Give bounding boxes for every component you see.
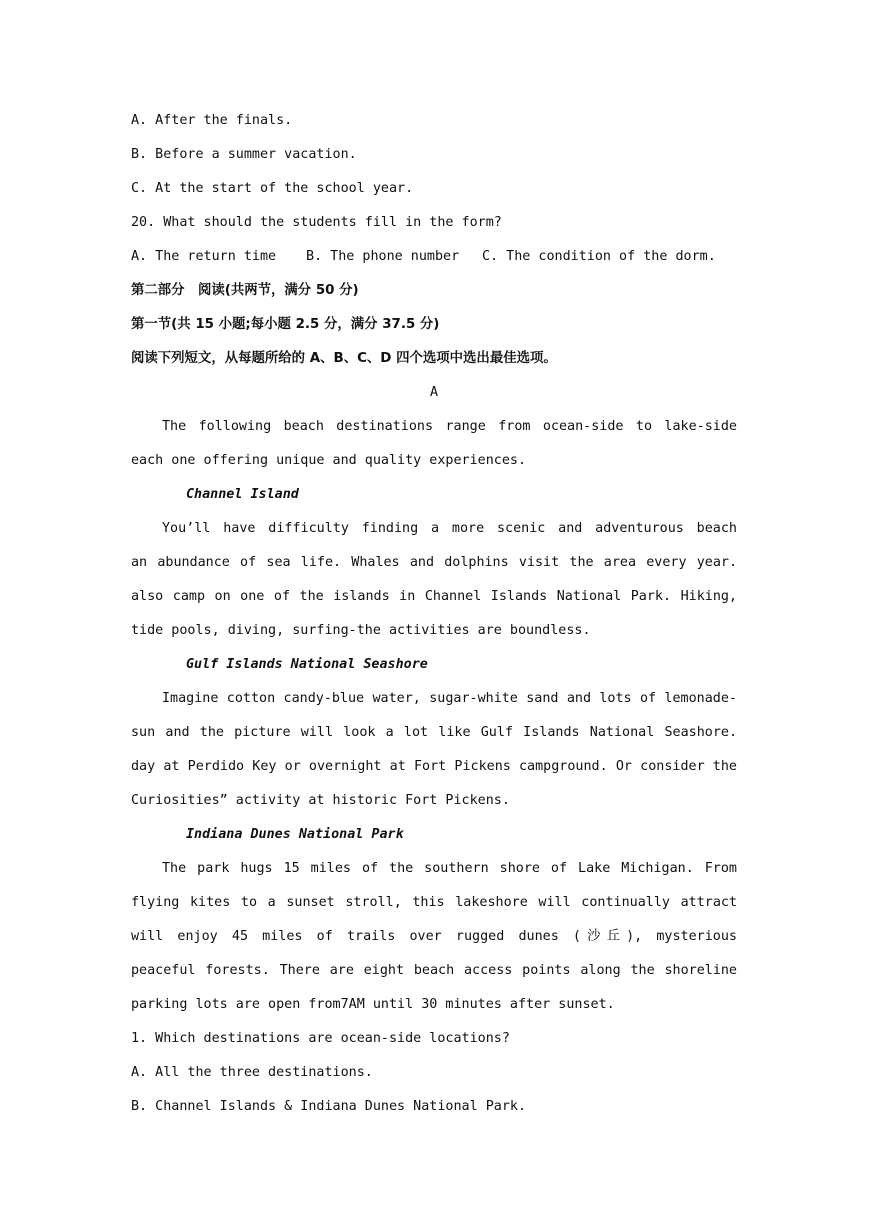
q1-question: 1. Which destinations are ocean-side locations?: [131, 1031, 510, 1046]
channel-island-line-3: also camp on one of the islands in Channel Islands National Park. Hiking,: [131, 589, 737, 604]
channel-island-line-2: an abundance of sea life. Whales and dolphins visit the area every year.: [131, 555, 737, 570]
indiana-dunes-line-3: will enjoy 45 miles of trails over rugged dunes (沙丘), mysterious: [131, 929, 737, 944]
q1-option-a: A. All the three destinations.: [131, 1065, 373, 1080]
q19-option-c: C. At the start of the school year.: [131, 181, 414, 196]
channel-island-line-1: You’ll have difficulty finding a more scenic and adventurous beach: [162, 521, 737, 536]
indiana-dunes-line-2: flying kites to a sunset stroll, this lakeshore will continually attract: [131, 895, 737, 910]
document-page: [131, 104, 737, 1124]
q20-options: [131, 240, 737, 274]
q20-option-a: A. The return time: [131, 249, 277, 264]
section-heading-gulf-islands: Gulf Islands National Seashore: [186, 657, 428, 672]
gulf-islands-line-4: Curiosities” activity at historic Fort Pickens.: [131, 793, 510, 808]
reading-instruction: 阅读下列短文，从每题所给的 A、B、C、D 四个选项中选出最佳选项。: [131, 351, 557, 366]
q19-option-b: B. Before a summer vacation.: [131, 147, 357, 162]
section-heading-channel-island: Channel Island: [186, 487, 299, 502]
q20-option-c: C. The condition of the dorm.: [482, 249, 716, 264]
q20-question: 20. What should the students fill in the form?: [131, 215, 502, 230]
section1-title: 第一节(共 15 小题;每小题 2.5 分，满分 37.5 分): [131, 317, 440, 332]
intro-line-2: each one offering unique and quality experiences.: [131, 453, 527, 468]
q20-option-b: B. The phone number: [306, 249, 460, 264]
indiana-dunes-line-4: peaceful forests. There are eight beach access points along the shoreline: [131, 963, 737, 978]
section-heading-indiana-dunes: Indiana Dunes National Park: [186, 827, 404, 842]
intro-line-1: The following beach destinations range from ocean-side to lake-side: [162, 419, 737, 434]
channel-island-line-4: tide pools, diving, surfing-the activities are boundless.: [131, 623, 591, 638]
gulf-islands-line-3: day at Perdido Key or overnight at Fort Pickens campground. Or consider the: [131, 759, 737, 774]
part2-title: 第二部分 阅读(共两节，满分 50 分): [131, 283, 359, 298]
indiana-dunes-line-1: The park hugs 15 miles of the southern shore of Lake Michigan. From: [162, 861, 737, 876]
gulf-islands-line-1: Imagine cotton candy-blue water, sugar-white sand and lots of lemonade-: [162, 691, 737, 706]
passage-label: A: [429, 385, 439, 400]
q1-option-b: B. Channel Islands & Indiana Dunes National Park.: [131, 1099, 527, 1114]
gulf-islands-line-2: sun and the picture will look a lot like Gulf Islands National Seashore.: [131, 725, 737, 740]
q19-option-a: A. After the finals.: [131, 113, 293, 128]
indiana-dunes-line-5: parking lots are open from7AM until 30 minutes after sunset.: [131, 997, 615, 1012]
